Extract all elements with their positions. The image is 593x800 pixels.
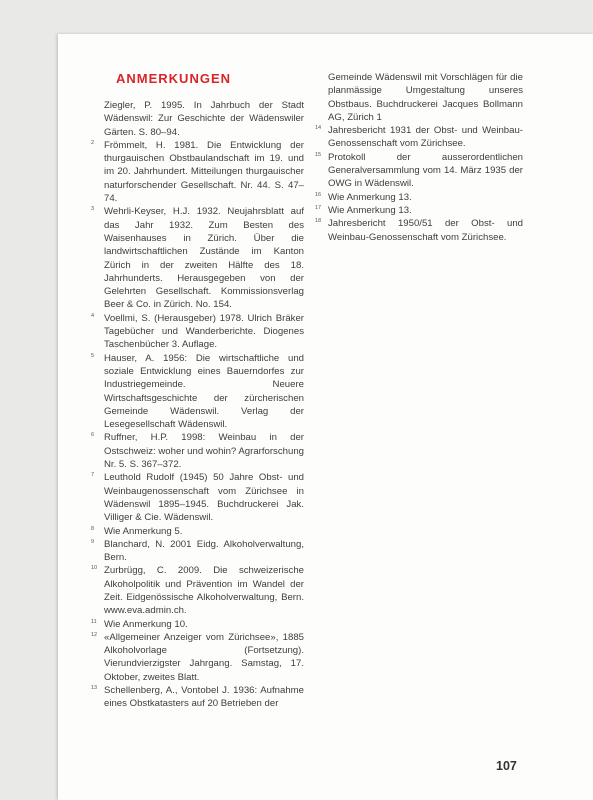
- footnote-number: 18: [315, 218, 322, 225]
- footnote-text: Wie Anmerkung 5.: [104, 525, 183, 537]
- footnote-text: Wie Anmerkung 13.: [328, 204, 412, 216]
- footnote-number: 13: [91, 685, 98, 692]
- footnote-text: Protokoll der ausserordentlichen Generalversammlung vom 14. März 1935 der OWG in Wädenswil.: [328, 151, 523, 190]
- footnote-number: 16: [315, 191, 322, 198]
- footnote-text: Hauser, A. 1956: Die wirtschaftliche und soziale Entwicklung eines Bauerndorfes zur Industriegemeinde. Neuere Wirtschaftsgeschichte der zürcherischen Gemeinde Wädenswil. Verlag der Lesegesellschaft Wädenswil.: [104, 352, 304, 431]
- footnote-text: Schellenberg, A., Vontobel J. 1936: Aufnahme eines Obstkatasters auf 20 Betrieben der: [104, 685, 304, 710]
- footnote-item: [91, 352, 304, 432]
- footnote-text: Gemeinde Wädenswil mit Vorschlägen für die planmässige Umgestaltung unseres Obstbaus. Buchdruckerei Jacques Bollmann AG, Zürich 1: [328, 72, 523, 123]
- footnote-number: 9: [91, 538, 95, 545]
- footnote-item: [91, 684, 304, 711]
- footnote-item: [315, 217, 523, 244]
- footnote-item: [104, 99, 304, 139]
- footnote-number: 12: [91, 631, 98, 638]
- footnote-item: [91, 618, 304, 631]
- footnote-number: 3: [91, 206, 95, 213]
- footnote-text: Wehrli-Keyser, H.J. 1932. Neujahrsblatt auf das Jahr 1932. Zum Besten des Waisenhauses in Zürich. Über die landwirtschaftlichen Zustände im Kanton Zürich in der zweiten Hälfte des 18. Jahrhunderts. Herausgegeben von der Gelehrten Gesellschaft. Kommissionsverlag Beer & Co. in Zürich. No. 154.: [104, 206, 304, 311]
- footnote-text: Leuthold Rudolf (1945) 50 Jahre Obst- und Weinbaugenossenschaft vom Zürichsee in Wädenswil 1895–1945. Buchdruckerei Jak. Villiger & Cie. Wädenswil.: [104, 472, 304, 524]
- footnote-number: 4: [91, 312, 95, 319]
- footnote-item: [315, 204, 523, 217]
- footnote-number: 5: [91, 352, 95, 359]
- footnote-item: [315, 151, 523, 191]
- footnote-text: Frömmelt, H. 1981. Die Entwicklung der thurgauischen Obstbaulandschaft im 19. und im 20. Jahrhundert. Mitteilungen thurgauischer naturforschender Gesellschaft. Nr. 44. S. 47–74.: [104, 139, 304, 205]
- footnote-item: [328, 71, 523, 124]
- footnote-number: 2: [91, 139, 95, 146]
- footnote-number: 10: [91, 565, 98, 572]
- footnote-text: «Allgemeiner Anzeiger vom Zürichsee», 1885 Alkoholvorlage (Fortsetzung). Vierundvierzigster Jahrgang. Samstag, 17. Oktober, zweites Blatt.: [104, 631, 304, 683]
- footnote-text: Blanchard, N. 2001 Eidg. Alkoholverwaltung, Bern.: [104, 538, 304, 564]
- footnote-text: Ruffner, H.P. 1998: Weinbau in der Ostschweiz: woher und wohin? Agrarforschung Nr. 5. S. 367–372.: [104, 432, 304, 471]
- footnote-text: Jahresbericht 1931 der Obst- und Weinbau-Genossenschaft vom Zürichsee.: [328, 125, 523, 150]
- footnote-number: 17: [315, 204, 322, 211]
- footnote-item: [91, 205, 304, 311]
- footnote-number: 11: [91, 618, 97, 625]
- footnote-item: [91, 564, 304, 617]
- footnote-number: 6: [91, 432, 95, 439]
- footnote-text: Voellmi, S. (Herausgeber) 1978. Ulrich Bräker Tagebücher und Wanderberichte. Diogenes Taschenbücher 3. Auflage.: [104, 312, 304, 351]
- footnote-item: [91, 431, 304, 471]
- footnote-text: Zurbrügg, C. 2009. Die schweizerische Alkoholpolitik und Prävention im Wandel der Zeit. Eidgenössische Alkoholverwaltung, Bern. www.eva.admin.ch.: [104, 565, 304, 617]
- footnote-item: [315, 124, 523, 151]
- notes-column-right: [315, 71, 523, 244]
- footnote-item: [91, 471, 304, 524]
- footnote-text: Wie Anmerkung 13.: [328, 191, 412, 203]
- footnote-item: [91, 538, 304, 565]
- footnote-item: [91, 312, 304, 352]
- footnote-number: 8: [91, 525, 95, 532]
- section-heading: ANMERKUNGEN: [116, 71, 231, 86]
- footnote-text: Ziegler, P. 1995. In Jahrbuch der Stadt Wädenswil: Zur Geschichte der Wädenswiler Gärten. S. 80–94.: [104, 100, 304, 138]
- notes-column-left: [91, 99, 304, 711]
- footnote-number: 15: [315, 151, 322, 158]
- footnote-number: 7: [91, 472, 95, 479]
- footnote-text: Wie Anmerkung 10.: [104, 618, 188, 630]
- footnote-text: Jahresbericht 1950/51 der Obst- und Weinbau-Genossenschaft vom Zürichsee.: [328, 218, 523, 243]
- footnote-item: [315, 191, 523, 204]
- footnote-number: 14: [315, 125, 322, 132]
- footnote-item: [91, 525, 304, 538]
- footnote-item: [91, 631, 304, 684]
- footnote-item: [91, 139, 304, 205]
- page-number: 107: [496, 759, 517, 773]
